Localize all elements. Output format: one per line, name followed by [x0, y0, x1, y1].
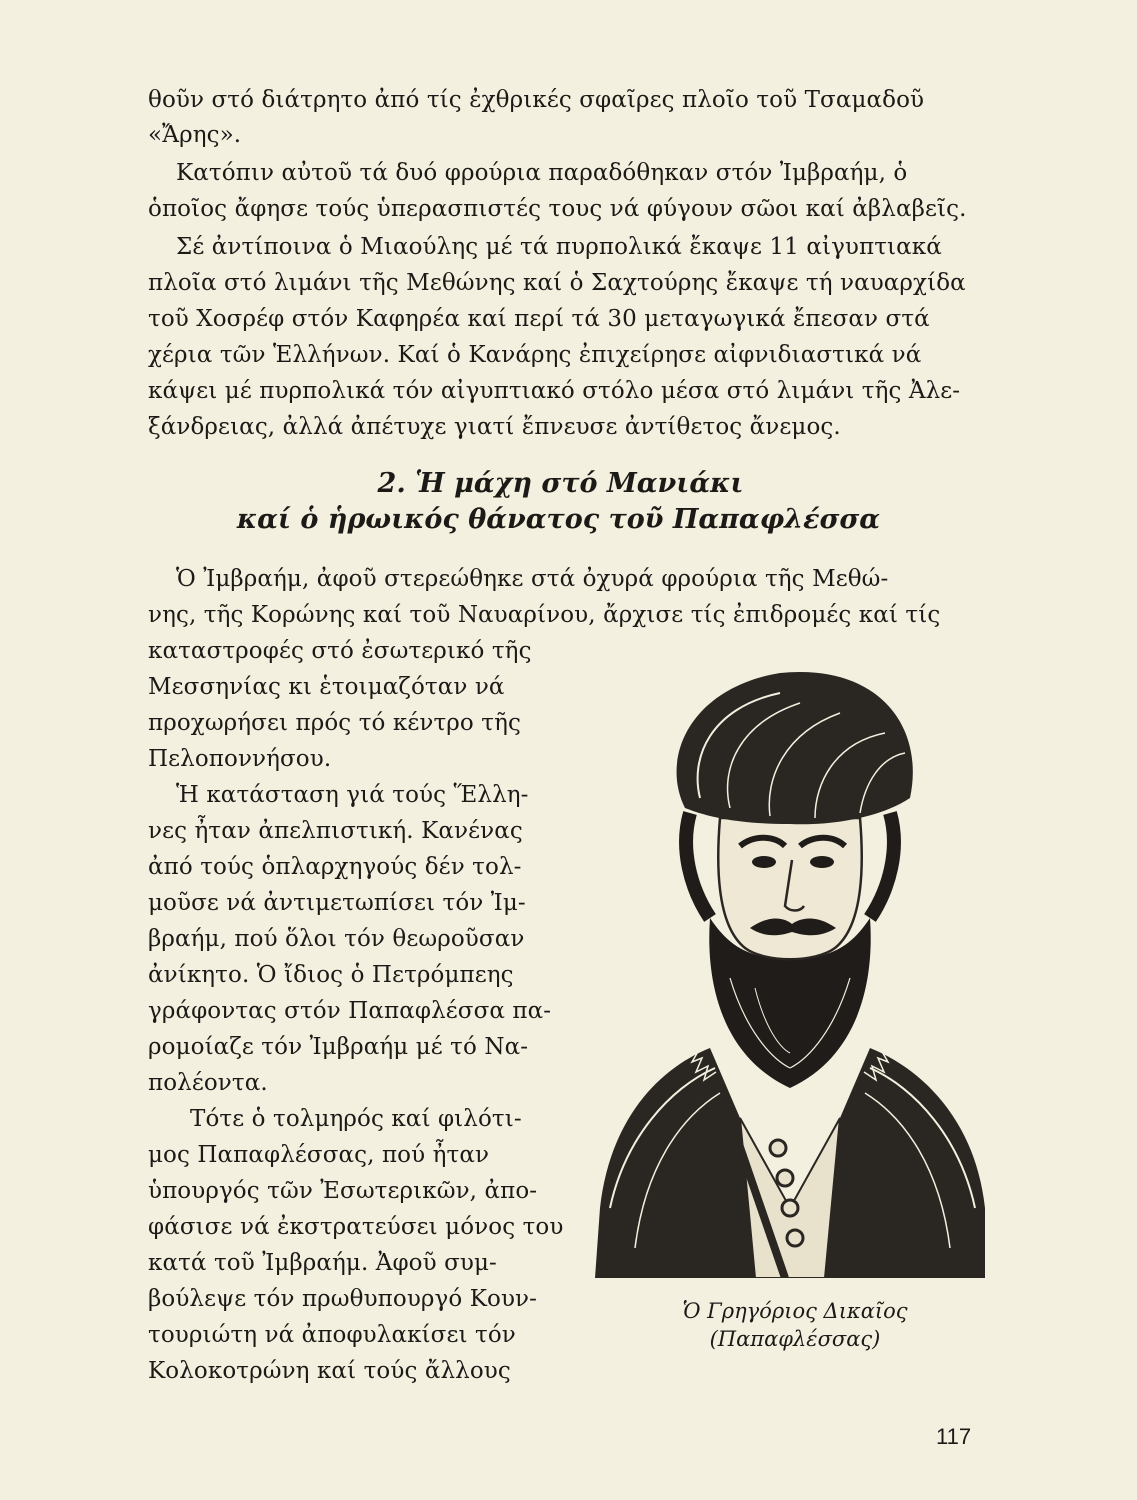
body-line: Πελοποννήσου.	[148, 746, 332, 772]
body-line: ρομοίαζε τόν Ἰμβραήμ μέ τό Να-	[148, 1034, 529, 1060]
body-line: Κατόπιν αὐτοῦ τά δυό φρούρια παραδόθηκαν στόν Ἰμβραήμ, ὁ	[176, 160, 908, 186]
body-line: μος Παπαφλέσσας, πού ἦταν	[148, 1142, 490, 1168]
portrait-illustration	[580, 648, 1000, 1278]
body-line: νης, τῆς Κορώνης καί τοῦ Ναυαρίνου, ἄρχισε τίς ἐπιδρομές καί τίς	[148, 602, 941, 628]
body-line: ξάνδρειας, ἀλλά ἀπέτυχε γιατί ἔπνευσε ἀντίθετος ἄνεμος.	[148, 414, 841, 440]
body-line: «Ἄρης».	[148, 122, 242, 148]
body-line: πολέοντα.	[148, 1070, 268, 1096]
body-line: προχωρήσει πρός τό κέντρο τῆς	[148, 710, 521, 736]
page-number: 117	[936, 1424, 972, 1449]
body-line: Μεσσηνίας κι ἑτοιμαζόταν νά	[148, 674, 505, 700]
body-line: τοῦ Χοσρέφ στόν Καφηρέα καί περί τά 30 μεταγωγικά ἔπεσαν στά	[148, 306, 930, 332]
body-line: χέρια τῶν Ἑλλήνων. Καί ὁ Κανάρης ἐπιχείρησε αἰφνιδιαστικά νά	[148, 342, 922, 368]
body-line: θοῦν στό διάτρητο ἀπό τίς ἐχθρικές σφαῖρες πλοῖο τοῦ Τσαμαδοῦ	[148, 87, 925, 113]
body-line: ὁποῖος ἄφησε τούς ὑπερασπιστές τους νά φύγουν σῶοι καί ἀβλαβεῖς.	[148, 196, 967, 222]
body-line: Ἡ κατάσταση γιά τούς Ἕλλη-	[176, 782, 529, 808]
body-line: τουριώτη νά ἀποφυλακίσει τόν	[148, 1322, 516, 1348]
body-line: βραήμ, πού ὅλοι τόν θεωροῦσαν	[148, 926, 525, 952]
body-line: Ὁ Ἰμβραήμ, ἀφοῦ στερεώθηκε στά ὀχυρά φρούρια τῆς Μεθώ-	[176, 566, 889, 592]
body-line: Τότε ὁ τολμηρός καί φιλότι-	[190, 1106, 522, 1132]
body-line: γράφοντας στόν Παπαφλέσσα πα-	[148, 998, 552, 1024]
body-line: μοῦσε νά ἀντιμετωπίσει τόν Ἰμ-	[148, 890, 526, 916]
body-line: ἀνίκητο. Ὁ ἴδιος ὁ Πετρόμπεης	[148, 962, 514, 988]
portrait-caption-line2: (Παπαφλέσσας)	[709, 1327, 881, 1351]
body-line: κατά τοῦ Ἰμβραήμ. Ἀφοῦ συμ-	[148, 1250, 497, 1276]
body-line: πλοῖα στό λιμάνι τῆς Μεθώνης καί ὁ Σαχτούρης ἔκαψε τή ναυαρχίδα	[148, 270, 966, 296]
portrait-caption-line1: Ὁ Γρηγόριος Δικαῖος	[682, 1299, 908, 1323]
section-heading-line1: 2. Ἡ μάχη στό Μανιάκι	[377, 468, 744, 499]
body-line: νες ἦταν ἀπελπιστική. Κανένας	[148, 818, 523, 844]
body-line: ἀπό τούς ὁπλαρχηγούς δέν τολ-	[148, 854, 522, 880]
body-line: καταστροφές στό ἐσωτερικό τῆς	[148, 638, 532, 664]
body-line: ὑπουργός τῶν Ἐσωτερικῶν, ἀπο-	[148, 1178, 538, 1204]
body-line: Σέ ἀντίποινα ὁ Μιαούλης μέ τά πυρπολικά ἔκαψε 11 αἰγυπτιακά	[176, 234, 942, 260]
section-heading-line2: καί ὁ ἡρωικός θάνατος τοῦ Παπαφλέσσα	[236, 504, 881, 535]
body-line: βούλεψε τόν πρωθυπουργό Κουν-	[148, 1286, 538, 1312]
body-line: φάσισε νά ἐκστρατεύσει μόνος του	[148, 1214, 564, 1240]
body-line: κάψει μέ πυρπολικά τόν αἰγυπτιακό στόλο μέσα στό λιμάνι τῆς Ἀλε-	[148, 378, 961, 404]
body-line: Κολοκοτρώνη καί τούς ἄλλους	[148, 1358, 511, 1384]
